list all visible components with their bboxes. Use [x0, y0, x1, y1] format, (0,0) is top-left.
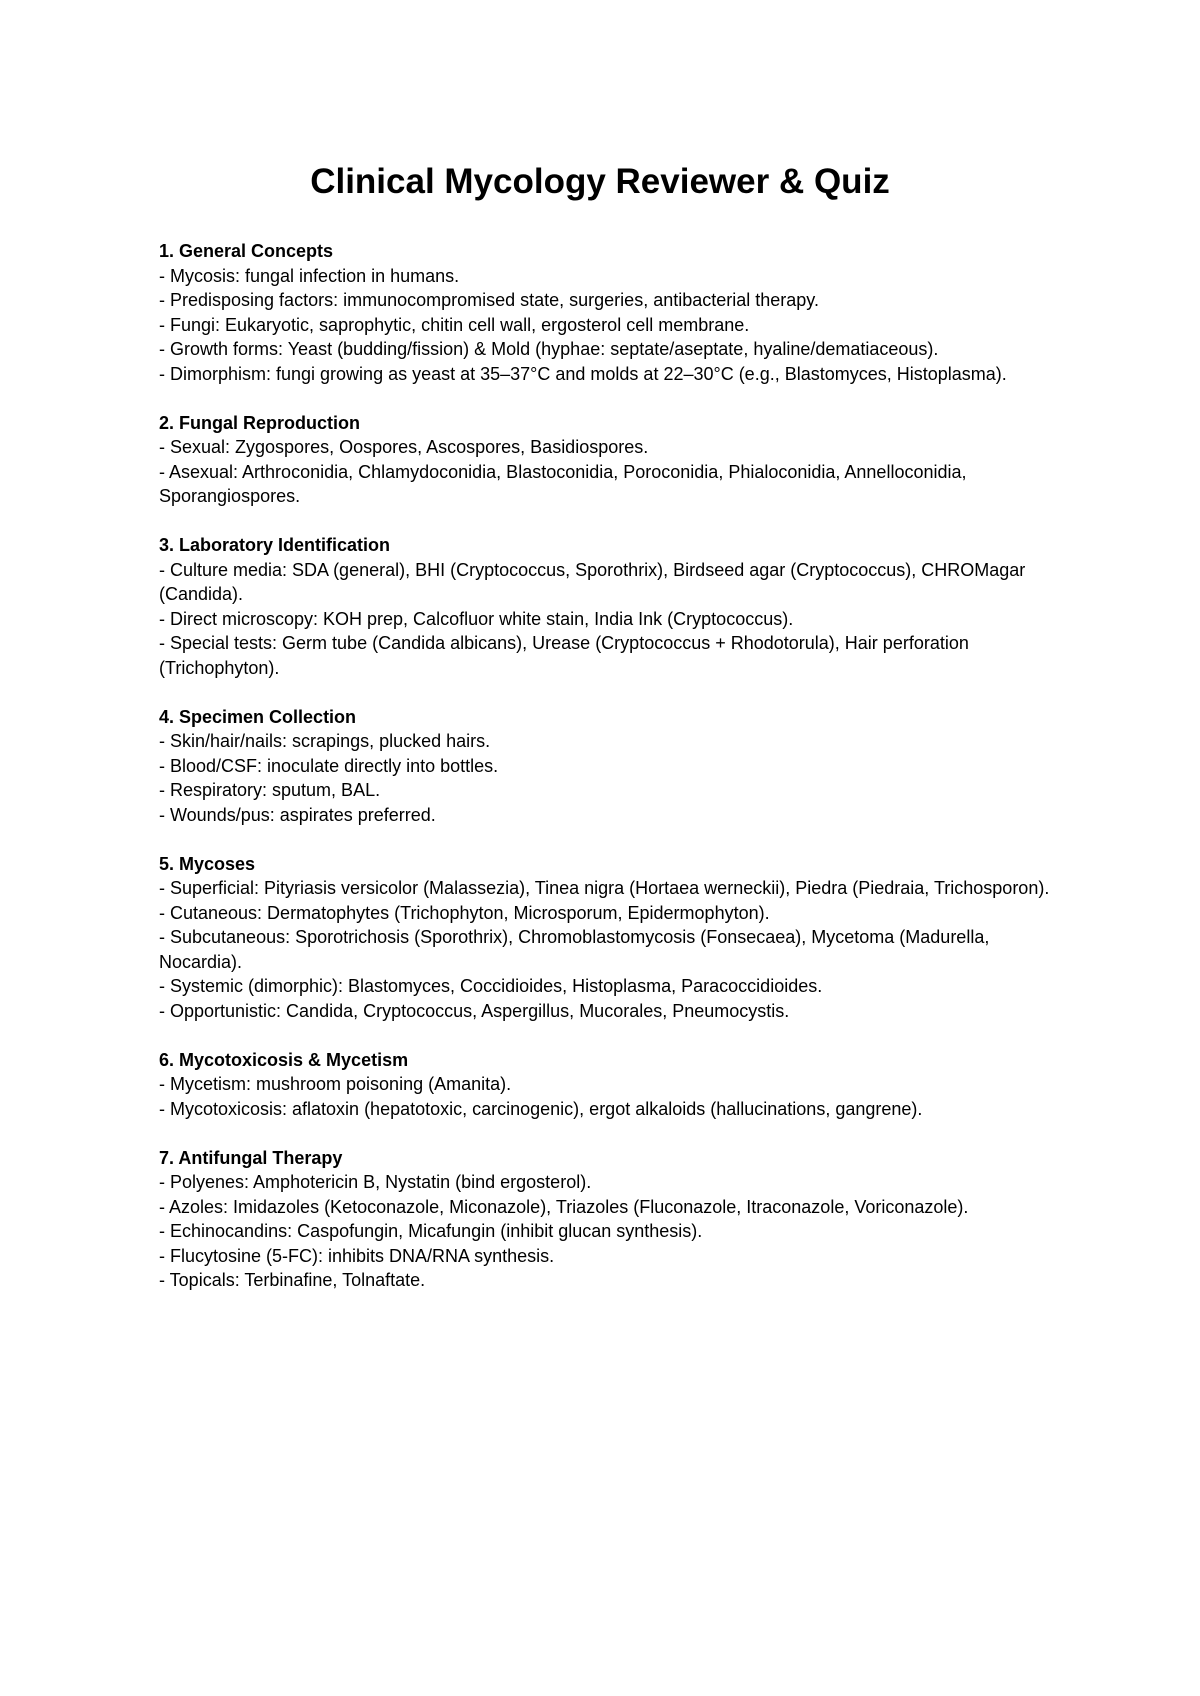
section-heading: 1. General Concepts	[159, 241, 334, 261]
list-item: - Special tests: Germ tube (Candida albicans), Urease (Cryptococcus + Rhodotorula), Hair perforation (Trichophyton).	[159, 633, 969, 678]
section-laboratory-identification	[159, 533, 1059, 680]
list-item: - Systemic (dimorphic): Blastomyces, Coccidioides, Histoplasma, Paracoccidioides.	[159, 976, 823, 996]
list-item: - Mycosis: fungal infection in humans.	[159, 265, 460, 286]
section-mycotoxicosis-mycetism	[159, 1048, 1059, 1122]
list-item: - Culture media: SDA (general), BHI (Cryptococcus, Sporothrix), Birdseed agar (Cryptococcus), CHROMagar (Candida).	[159, 559, 1026, 604]
list-item: - Subcutaneous: Sporotrichosis (Sporothrix), Chromoblastomycosis (Fonsecaea), Mycetoma (Madurella, Nocardia).	[159, 927, 990, 972]
section-heading: 3. Laboratory Identification	[159, 535, 391, 555]
section-heading: 2. Fungal Reproduction	[159, 412, 360, 433]
list-item: - Azoles: Imidazoles (Ketoconazole, Miconazole), Triazoles (Fluconazole, Itraconazole, Voriconazole).	[159, 1196, 969, 1217]
page-title: Clinical Mycology Reviewer & Quiz	[310, 162, 890, 201]
section-fungal-reproduction	[159, 411, 1059, 509]
list-item: - Skin/hair/nails: scrapings, plucked hairs.	[159, 731, 491, 751]
section-heading: 6. Mycotoxicosis & Mycetism	[159, 1049, 409, 1070]
section-heading: 7. Antifungal Therapy	[159, 1147, 343, 1168]
list-item: - Predisposing factors: immunocompromised state, surgeries, antibacterial therapy.	[159, 290, 819, 310]
section-heading: 4. Specimen Collection	[159, 706, 357, 727]
document-body	[159, 239, 1059, 1317]
list-item: - Asexual: Arthroconidia, Chlamydoconidia, Blastoconidia, Poroconidia, Phialoconidia, Annelloconidia, Sporangiospores.	[159, 461, 967, 506]
list-item: - Direct microscopy: KOH prep, Calcofluor white stain, India Ink (Cryptococcus).	[159, 608, 794, 629]
section-general-concepts	[159, 239, 1059, 386]
section-mycoses	[159, 852, 1059, 1024]
list-item: - Mycetism: mushroom poisoning (Amanita).	[159, 1074, 512, 1094]
list-item: - Sexual: Zygospores, Oospores, Ascospores, Basidiospores.	[159, 437, 649, 457]
section-specimen-collection	[159, 705, 1059, 828]
list-item: - Growth forms: Yeast (budding/fission) & Mold (hyphae: septate/aseptate, hyaline/dematiaceous).	[159, 339, 939, 359]
section-heading: 5. Mycoses	[159, 853, 256, 874]
list-item: - Echinocandins: Caspofungin, Micafungin (inhibit glucan synthesis).	[159, 1221, 703, 1241]
list-item: - Respiratory: sputum, BAL.	[159, 780, 381, 800]
list-item: - Polyenes: Amphotericin B, Nystatin (bind ergosterol).	[159, 1172, 592, 1192]
list-item: - Flucytosine (5-FC): inhibits DNA/RNA synthesis.	[159, 1245, 555, 1266]
list-item: - Superficial: Pityriasis versicolor (Malassezia), Tinea nigra (Hortaea werneckii), Piedra (Piedraia, Trichosporon).	[159, 878, 1050, 898]
list-item: - Fungi: Eukaryotic, saprophytic, chitin cell wall, ergosterol cell membrane.	[159, 314, 750, 335]
list-item: - Wounds/pus: aspirates preferred.	[159, 804, 436, 825]
section-antifungal-therapy	[159, 1146, 1059, 1293]
list-item: - Cutaneous: Dermatophytes (Trichophyton, Microsporum, Epidermophyton).	[159, 902, 770, 923]
list-item: - Dimorphism: fungi growing as yeast at 35–37°C and molds at 22–30°C (e.g., Blastomyces, Histoplasma).	[159, 363, 1007, 384]
list-item: - Mycotoxicosis: aflatoxin (hepatotoxic, carcinogenic), ergot alkaloids (hallucinations, gangrene).	[159, 1098, 923, 1119]
list-item: - Opportunistic: Candida, Cryptococcus, Aspergillus, Mucorales, Pneumocystis.	[159, 1000, 790, 1021]
list-item: - Topicals: Terbinafine, Tolnaftate.	[159, 1270, 426, 1290]
list-item: - Blood/CSF: inoculate directly into bottles.	[159, 755, 499, 776]
